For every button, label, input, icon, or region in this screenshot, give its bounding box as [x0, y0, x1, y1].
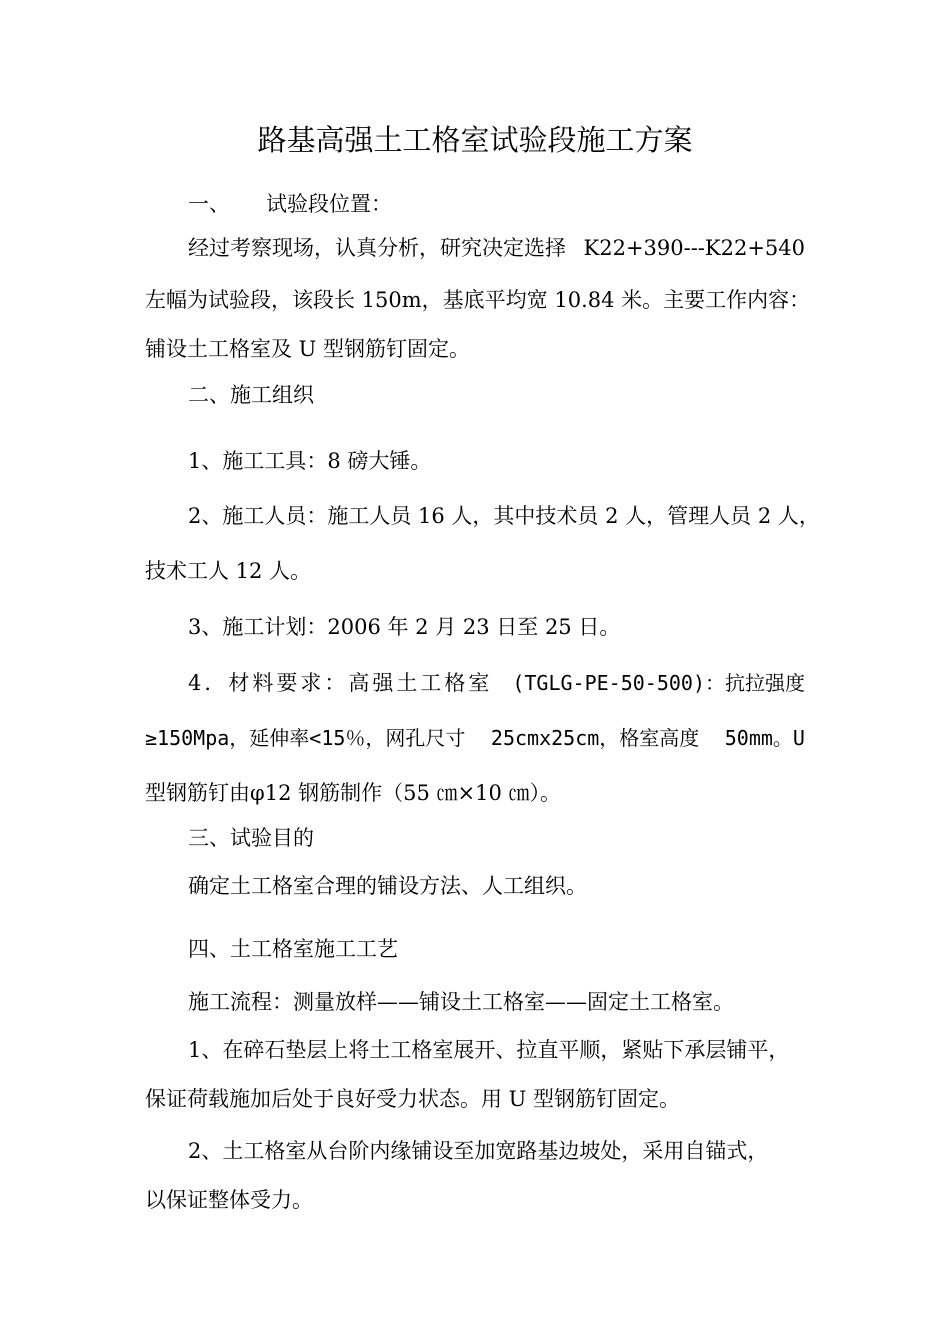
section-2-item-3: 3、施工计划：2006 年 2 月 23 日至 25 日。 [188, 615, 621, 639]
section-2-item-4-spec: (TGLG-PE-50-500)：抗拉强度 [512, 671, 805, 695]
section-1-paragraph-line-2: 左幅为试验段，该段长 150m，基底平均宽 10.84 米。主要工作内容： [145, 288, 811, 312]
section-2-item-4-height: 50mm。U [724, 726, 805, 750]
section-2-item-4-mesh: 25cmx25cm，格室高度 [490, 726, 700, 750]
section-2-item-4-label: 4．材料要求：高强土工格室 [188, 671, 493, 695]
section-2-item-4-line-2 [145, 722, 805, 754]
section-2-item-2-line-2: 技术工人 12 人。 [145, 559, 312, 583]
section-4-item-1-line-1: 1、在碎石垫层上将土工格室展开、拉直平顺，紧贴下承层铺平， [188, 1038, 790, 1062]
section-3-heading: 三、试验目的 [188, 826, 314, 850]
section-1-heading [188, 188, 392, 220]
section-4-heading: 四、土工格室施工工艺 [188, 937, 398, 961]
section-2-item-4-line-1 [188, 667, 805, 699]
section-1-title: 试验段位置： [266, 192, 392, 216]
section-3-text: 确定土工格室合理的铺设方法、人工组织。 [188, 874, 587, 898]
section-1-chainage: K22+390---K22+540 [583, 236, 805, 260]
section-2-item-4-strength: ≥150Mpa，延伸率<15％，网孔尺寸 [145, 726, 466, 750]
section-4-item-2-line-2: 以保证整体受力。 [145, 1188, 313, 1212]
section-4-item-2-line-1: 2、土工格室从台阶内缘铺设至加宽路基边坡处，采用自锚式， [188, 1139, 769, 1163]
section-2-item-4-line-3: 型钢筋钉由φ12 钢筋制作（55 ㎝×10 ㎝）。 [145, 781, 561, 805]
section-1-text: 经过考察现场，认真分析，研究决定选择 [188, 236, 566, 260]
document-title: 路基高强土工格室试验段施工方案 [257, 123, 693, 157]
section-1-paragraph-line-1 [188, 232, 805, 264]
section-2-item-1: 1、施工工具：8 磅大锤。 [188, 449, 432, 473]
section-2-heading: 二、施工组织 [188, 383, 314, 407]
section-1-paragraph-line-3: 铺设土工格室及 U 型钢筋钉固定。 [145, 337, 471, 361]
section-4-item-1-line-2: 保证荷载施加后处于良好受力状态。用 U 型钢筋钉固定。 [145, 1087, 681, 1111]
section-1-number: 一、 [188, 192, 230, 216]
section-2-item-2-line-1: 2、施工人员：施工人员 16 人，其中技术员 2 人，管理人员 2 人， [188, 504, 820, 528]
section-4-flow: 施工流程：测量放样——铺设土工格室——固定土工格室。 [188, 990, 734, 1014]
